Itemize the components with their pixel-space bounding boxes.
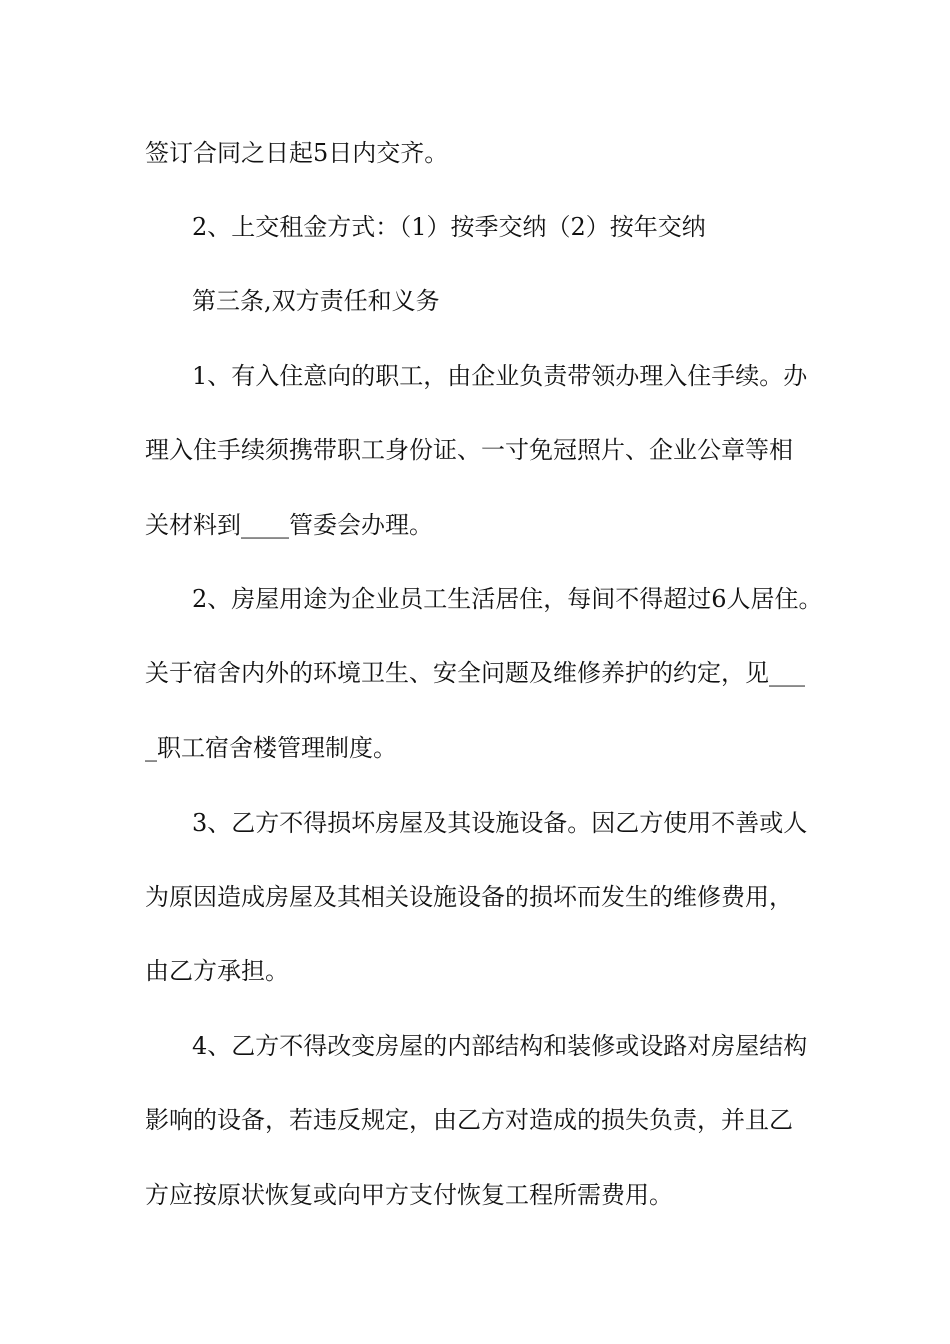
text-line-13: 4、乙方不得改变房屋的内部结构和装修或设路对房屋结构 [192, 1032, 808, 1060]
text-line-14: 影响的设备，若违反规定，由乙方对造成的损失负责，并且乙 [145, 1106, 793, 1134]
text-line-2: 2、上交租金方式：（1）按季交纳（2）按年交纳 [192, 213, 706, 241]
text-line-15: 方应按原状恢复或向甲方支付恢复工程所需费用。 [145, 1181, 673, 1209]
text-line-3: 第三条,双方责任和义务 [192, 287, 440, 315]
text-line-1: 签订合同之日起5日内交齐。 [145, 139, 449, 167]
text-line-6: 关材料到____管委会办理。 [145, 511, 433, 539]
text-line-5: 理入住手续须携带职工身份证、一寸免冠照片、企业公章等相 [145, 436, 793, 464]
text-line-4: 1、有入住意向的职工，由企业负责带领办理入住手续。办 [192, 362, 808, 390]
text-line-12: 由乙方承担。 [145, 957, 289, 985]
text-line-8: 关于宿舍内外的环境卫生、安全问题及维修养护的约定，见___ [145, 659, 805, 687]
text-line-9: _职工宿舍楼管理制度。 [145, 734, 397, 762]
text-line-10: 3、乙方不得损坏房屋及其设施设备。因乙方使用不善或人 [192, 809, 808, 837]
text-line-11: 为原因造成房屋及其相关设施设备的损坏而发生的维修费用， [145, 883, 793, 911]
text-line-7: 2、房屋用途为企业员工生活居住，每间不得超过6人居住。 [192, 585, 823, 613]
